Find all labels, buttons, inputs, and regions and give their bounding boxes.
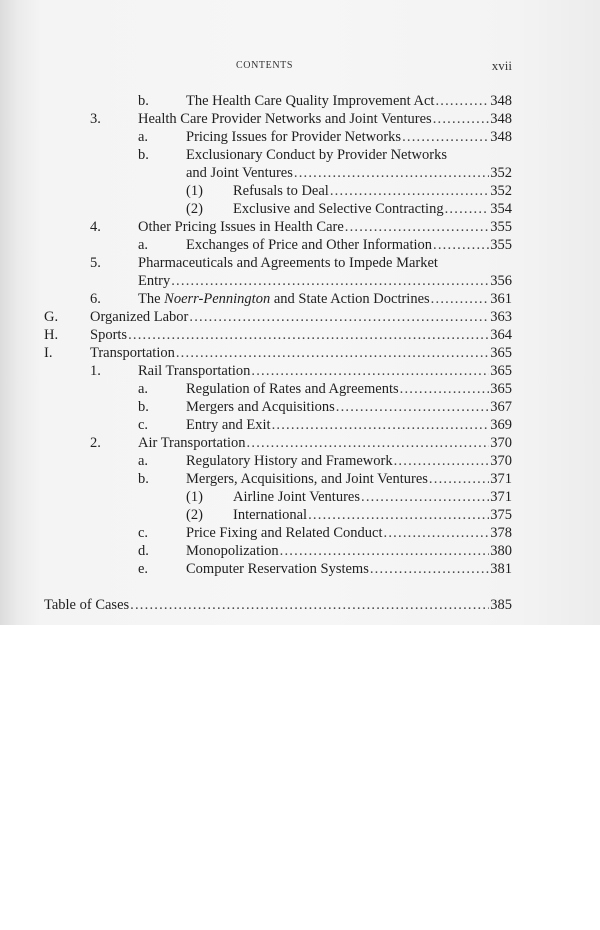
toc-entry[interactable] — [0, 110, 600, 128]
leader-dots — [435, 92, 489, 110]
toc-entry-page: 369 — [490, 417, 512, 433]
toc-entry-number: 2. — [90, 435, 101, 451]
toc-entry[interactable] — [0, 200, 600, 218]
toc-entry[interactable] — [0, 398, 600, 416]
toc-entry-title: Regulation of Rates and Agreements — [186, 381, 399, 397]
leader-dots — [294, 164, 489, 182]
toc-entry-page: 365 — [490, 345, 512, 361]
toc-entry-number: b. — [138, 147, 149, 163]
toc-entry-title: Entry and Exit — [186, 417, 271, 433]
leader-dots — [429, 470, 489, 488]
toc-entry-body — [186, 164, 512, 182]
toc-entry-page: 367 — [490, 399, 512, 415]
leader-dots — [247, 434, 490, 452]
toc-entry-title: Pharmaceuticals and Agreements to Impede Market — [138, 255, 438, 271]
toc-entry-body — [186, 128, 512, 146]
toc-entry[interactable] — [0, 308, 600, 326]
toc-entry-body — [233, 488, 512, 506]
toc-entry-title: Regulatory History and Framework — [186, 453, 393, 469]
toc-entry[interactable] — [0, 524, 600, 542]
toc-entry-title: Sports — [90, 327, 128, 343]
toc-entry-page: 371 — [490, 489, 512, 505]
toc-entry-number: d. — [138, 543, 149, 559]
toc-entry[interactable] — [0, 380, 600, 398]
toc-entry-page: 363 — [490, 309, 512, 325]
toc-entry-table-of-cases[interactable] — [0, 596, 600, 614]
leader-dots — [433, 110, 490, 128]
toc-entry-title: Refusals to Deal — [233, 183, 329, 199]
toc-entry-title: Mergers, Acquisitions, and Joint Ventures — [186, 471, 428, 487]
toc-entry-title: Exclusionary Conduct by Provider Networks — [186, 147, 447, 163]
leader-dots — [130, 596, 489, 614]
toc-entry-page: 352 — [490, 183, 512, 199]
toc-entry-page: 354 — [490, 201, 512, 217]
toc-entry-number: b. — [138, 399, 149, 415]
toc-entry-number: I. — [44, 345, 53, 361]
toc-entry-page: 364 — [490, 327, 512, 343]
toc-entry-page: 348 — [490, 93, 512, 109]
toc-entry-number: G. — [44, 309, 59, 325]
toc-entry-number: a. — [138, 237, 149, 253]
toc-entry-body — [186, 236, 512, 254]
toc-entry[interactable] — [0, 452, 600, 470]
toc-entry-number: b. — [138, 93, 149, 109]
toc-entry-number: (1) — [186, 489, 203, 505]
toc-entry-number: 1. — [90, 363, 101, 379]
toc-entry-number: (2) — [186, 201, 203, 217]
toc-entry-page: 370 — [490, 453, 512, 469]
leader-dots — [330, 182, 489, 200]
leader-dots — [128, 326, 489, 344]
toc-entry-body — [138, 110, 512, 128]
toc-entry[interactable] — [0, 182, 600, 200]
running-head — [0, 58, 600, 74]
toc-entry-body — [186, 542, 512, 560]
leader-dots — [394, 452, 490, 470]
toc-entry-number: 6. — [90, 291, 101, 307]
toc-entry-body — [186, 380, 512, 398]
toc-entry-title: Exchanges of Price and Other Information — [186, 237, 433, 253]
leader-dots — [370, 560, 489, 578]
title-italic: Noerr-Pennington — [164, 291, 271, 307]
toc-entry-body — [90, 344, 512, 362]
toc-entry-title: Airline Joint Ventures — [233, 489, 360, 505]
toc-entry-body — [233, 182, 512, 200]
toc-entry-page: 355 — [490, 237, 512, 253]
toc-entry-number: (1) — [186, 183, 203, 199]
toc-entry-page: 348 — [490, 129, 512, 145]
leader-dots — [402, 128, 489, 146]
title-suffix: and State Action Doctrines — [270, 291, 430, 307]
leader-dots — [431, 290, 490, 308]
toc-entry[interactable] — [0, 542, 600, 560]
toc-entry[interactable] — [0, 506, 600, 524]
toc-entry-title: Exclusive and Selective Contracting — [233, 201, 444, 217]
toc-entry-title: Monopolization — [186, 543, 279, 559]
toc-entry-body — [186, 416, 512, 434]
toc-entry-number: e. — [138, 561, 149, 577]
toc-entry-number: 3. — [90, 111, 101, 127]
running-head-page-number: xvii — [491, 58, 512, 73]
toc-entry[interactable] — [0, 290, 600, 308]
leader-dots — [433, 236, 489, 254]
toc-entry-body — [138, 434, 512, 452]
toc-entry-title: Health Care Provider Networks and Joint Ventures — [138, 111, 432, 127]
toc-entry-body — [186, 470, 512, 488]
toc-entry-title: Other Pricing Issues in Health Care — [138, 219, 344, 235]
toc-entry-title: Air Transportation — [138, 435, 246, 451]
toc-entry-page: 365 — [490, 381, 512, 397]
toc-entry-continuation — [0, 272, 600, 290]
leader-dots — [251, 362, 489, 380]
toc-entry-body — [186, 452, 512, 470]
toc-entry-page: 370 — [490, 435, 512, 451]
toc-entry-title — [138, 290, 430, 308]
toc-entry[interactable] — [0, 434, 600, 452]
toc-entry-body — [186, 92, 512, 110]
toc-entry-page: 375 — [490, 507, 512, 523]
toc-entry[interactable] — [0, 488, 600, 506]
toc-entry-title: Price Fixing and Related Conduct — [186, 525, 383, 541]
toc-entry[interactable] — [0, 236, 600, 254]
toc-entry-number: a. — [138, 381, 149, 397]
toc-entry-number: a. — [138, 129, 149, 145]
toc-entry-number: 4. — [90, 219, 101, 235]
leader-dots — [445, 200, 490, 218]
toc-entry-title: International — [233, 507, 308, 523]
leader-dots — [176, 344, 489, 362]
leader-dots — [400, 380, 490, 398]
toc-entry-body — [90, 326, 512, 344]
toc-entry[interactable] — [0, 344, 600, 362]
title-prefix: The — [138, 291, 165, 307]
toc-entry-title: Table of Cases — [44, 597, 130, 613]
toc-entry[interactable] — [0, 92, 600, 110]
leader-dots — [345, 218, 489, 236]
leader-dots — [308, 506, 489, 524]
toc-entry-page: 348 — [490, 111, 512, 127]
toc-entry-page: 365 — [490, 363, 512, 379]
toc-entry-body — [186, 524, 512, 542]
toc-entry-body — [186, 398, 512, 416]
toc-entry-page: 385 — [490, 597, 512, 613]
toc-entry-continuation — [0, 164, 600, 182]
toc-entry-body — [138, 218, 512, 236]
toc-entry-body — [138, 272, 512, 290]
toc-entry-body — [90, 308, 512, 326]
toc-entry-page: 371 — [490, 471, 512, 487]
toc-entry-title-continued: and Joint Ventures — [186, 165, 293, 181]
leader-dots — [272, 416, 490, 434]
toc-entry[interactable] — [0, 560, 600, 578]
toc-entry-page: 352 — [490, 165, 512, 181]
running-head-title: CONTENTS — [236, 60, 294, 71]
toc-entry-page: 361 — [490, 291, 512, 307]
toc-entry-number: c. — [138, 525, 149, 541]
toc-entry[interactable] — [0, 218, 600, 236]
toc-entry-title: The Health Care Quality Improvement Act — [186, 93, 435, 109]
leader-dots — [384, 524, 490, 542]
toc-entry[interactable] — [0, 416, 600, 434]
toc-entry-number: b. — [138, 471, 149, 487]
toc-entry-page: 380 — [490, 543, 512, 559]
toc-entry-number: (2) — [186, 507, 203, 523]
toc-entry-number: a. — [138, 453, 149, 469]
toc-entry-page: 381 — [490, 561, 512, 577]
toc-entry-body — [233, 506, 512, 524]
toc-entry-page: 378 — [490, 525, 512, 541]
toc-entry-body — [138, 362, 512, 380]
toc-entry[interactable] — [0, 146, 600, 164]
toc-entry-title: Rail Transportation — [138, 363, 251, 379]
toc-entry[interactable] — [0, 362, 600, 380]
toc-entry-title: Mergers and Acquisitions — [186, 399, 335, 415]
toc-entry-body — [186, 560, 512, 578]
toc-entry-page: 355 — [490, 219, 512, 235]
toc-entry[interactable] — [0, 326, 600, 344]
toc-entry-page: 356 — [490, 273, 512, 289]
leader-dots — [336, 398, 490, 416]
toc-entry-body — [138, 290, 512, 308]
toc-entry-title: Organized Labor — [90, 309, 189, 325]
leader-dots — [189, 308, 489, 326]
toc-entry-body — [233, 200, 512, 218]
toc-entry-number: H. — [44, 327, 59, 343]
toc-entry-number: 5. — [90, 255, 101, 271]
toc-entry-title: Transportation — [90, 345, 175, 361]
toc-entry-title: Pricing Issues for Provider Networks — [186, 129, 402, 145]
toc-entry[interactable] — [0, 128, 600, 146]
leader-dots — [361, 488, 489, 506]
toc-entry-title: Computer Reservation Systems — [186, 561, 369, 577]
toc-entry[interactable] — [0, 254, 600, 272]
toc-entry[interactable] — [0, 470, 600, 488]
toc-entry-title-continued: Entry — [138, 273, 171, 289]
leader-dots — [280, 542, 490, 560]
leader-dots — [171, 272, 489, 290]
toc-entry-body — [44, 596, 512, 614]
toc-entry-number: c. — [138, 417, 149, 433]
